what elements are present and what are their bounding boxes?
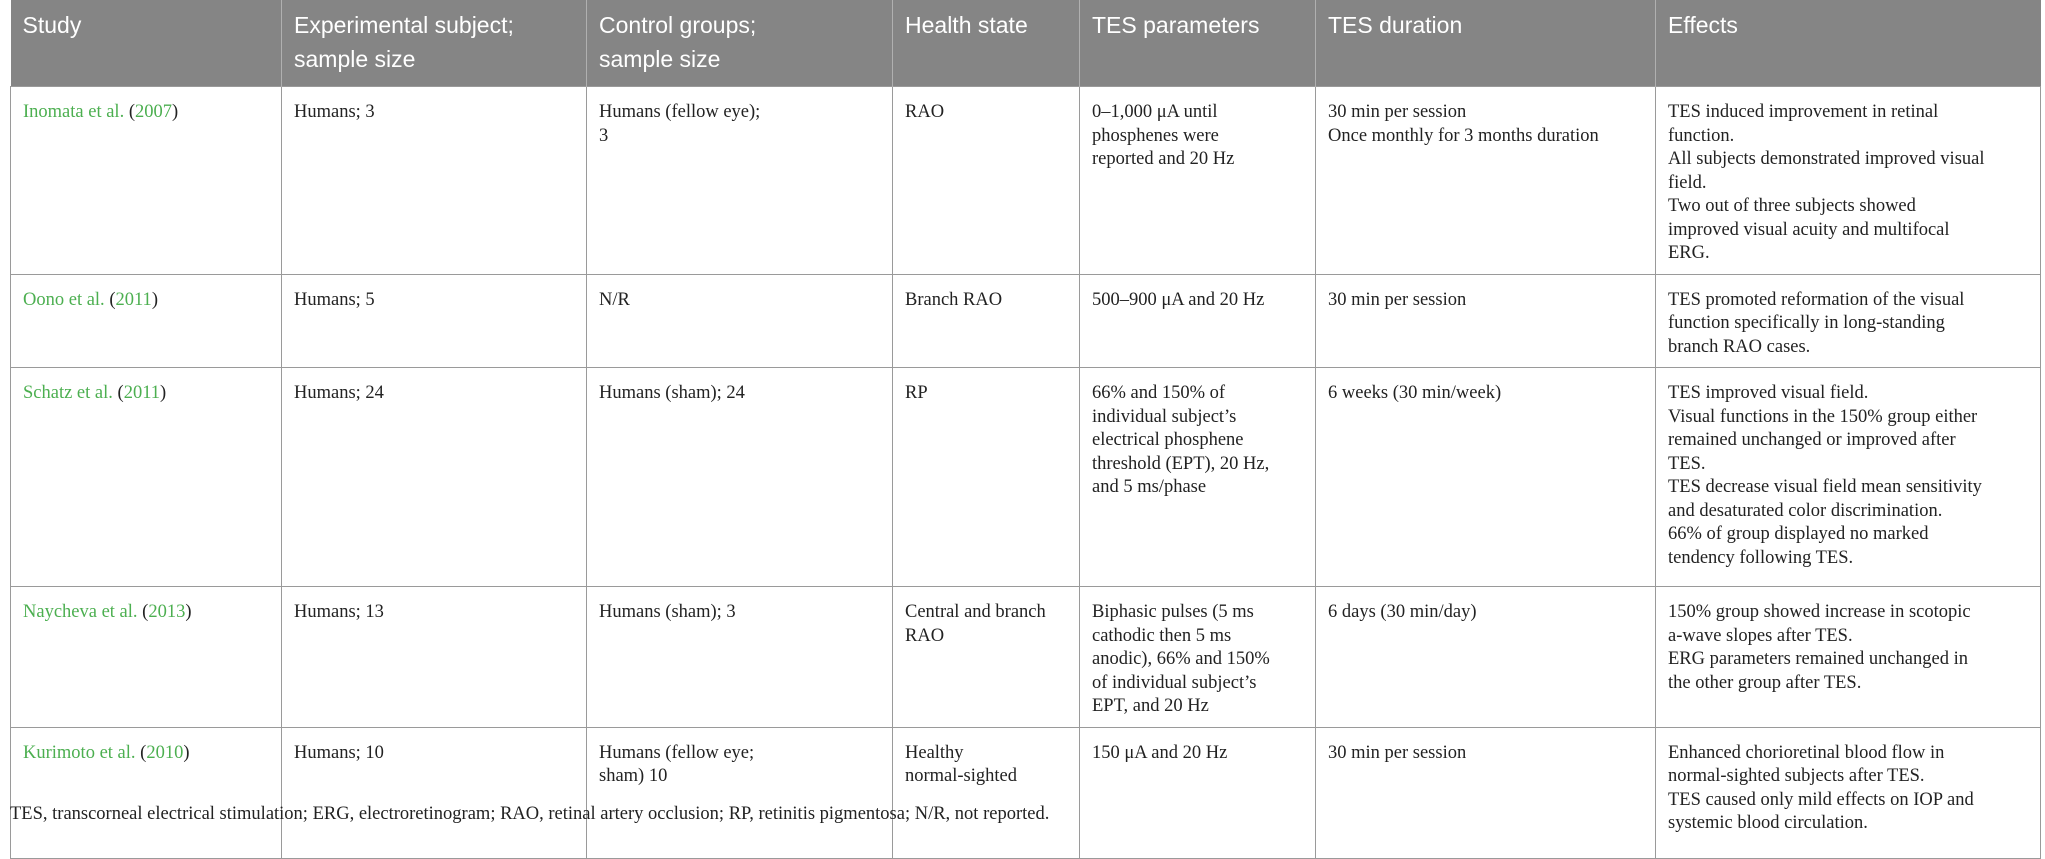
study-author-link[interactable]: Naycheva et al. [23,602,138,622]
study-year-link[interactable]: 2011 [115,289,152,310]
effects-cell: TES improved visual field. Visual functions in the 150% group either remained unchanged or improved after TES. TES decrease visual field mean sensitivity and desaturated color discrimination. 66% of group displayed no marked tendency following TES. [1656,368,2041,587]
params-cell: 500–900 μA and 20 Hz [1080,274,1316,368]
subject-cell: Humans; 3 [282,87,587,275]
study-cell: Kurimoto et al. (2010) [11,727,282,858]
table-row [11,274,2041,368]
subject-cell: Humans; 5 [282,274,587,368]
subject-cell: Humans; 13 [282,587,587,728]
control-cell: N/R [587,274,893,368]
effects-cell: TES promoted reformation of the visual function specifically in long-standing branch RAO cases. [1656,274,2041,368]
study-year-link[interactable]: 2007 [135,102,172,122]
effects-cell: TES induced improvement in retinal function. All subjects demonstrated improved visual field. Two out of three subjects showed improved visual acuity and multifocal ERG. [1656,87,2041,275]
params-cell: 150 μA and 20 Hz [1080,727,1316,858]
study-cell: Oono et al. (2011) [11,274,282,368]
study-cell: Inomata et al. (2007) [11,87,282,275]
health-cell: Branch RAO [893,274,1080,368]
control-cell: Humans (sham); 3 [587,587,893,728]
duration-cell: 30 min per session [1316,274,1656,368]
header-tes-duration: TES duration [1316,0,1656,87]
study-author-link[interactable]: Inomata et al. [23,102,125,122]
header-experimental-subject: Experimental subject; sample size [282,0,587,87]
params-cell: 0–1,000 μA until phosphenes were reported and 20 Hz [1080,87,1316,275]
health-cell: RAO [893,87,1080,275]
health-cell: Central and branch RAO [893,587,1080,728]
params-cell: Biphasic pulses (5 ms cathodic then 5 ms anodic), 66% and 150% of individual subject’s EPT, and 20 Hz [1080,587,1316,728]
duration-cell: 6 days (30 min/day) [1316,587,1656,728]
table-row [11,87,2041,275]
tes-study-table [10,0,2041,859]
header-control-groups: Control groups; sample size [587,0,893,87]
study-author-link[interactable]: Schatz et al. [23,383,113,403]
header-study: Study [11,0,282,87]
effects-cell: 150% group showed increase in scotopic a-wave slopes after TES. ERG parameters remained unchanged in the other group after TES. [1656,587,2041,728]
header-health-state: Health state [893,0,1080,87]
header-row [11,0,2041,87]
params-cell: 66% and 150% of individual subject’s electrical phosphene threshold (EPT), 20 Hz, and 5 ms/phase [1080,368,1316,587]
effects-cell: Enhanced chorioretinal blood flow in normal-sighted subjects after TES. TES caused only mild effects on IOP and systemic blood circulation. [1656,727,2041,858]
study-year-link[interactable]: 2011 [123,383,161,403]
subject-cell: Humans; 24 [282,368,587,587]
header-tes-parameters: TES parameters [1080,0,1316,87]
health-cell: Healthy normal-sighted [893,727,1080,858]
table-row [11,368,2041,587]
header-effects: Effects [1656,0,2041,87]
duration-cell: 6 weeks (30 min/week) [1316,368,1656,587]
study-author-link[interactable]: Oono et al. [23,289,105,310]
duration-cell: 30 min per session Once monthly for 3 months duration [1316,87,1656,275]
table-footnote: TES, transcorneal electrical stimulation; ERG, electroretinogram; RAO, retinal artery occlusion; RP, retinitis pigmentosa; N/R, not reported. [10,804,1050,824]
control-cell: Humans (fellow eye); 3 [587,87,893,275]
study-cell: Schatz et al. (2011) [11,368,282,587]
tes-study-table-container [10,0,2040,859]
table-row [11,727,2041,858]
control-cell: Humans (fellow eye; sham) 10 [587,727,893,858]
study-author-link[interactable]: Kurimoto et al. [23,742,136,763]
control-cell: Humans (sham); 24 [587,368,893,587]
duration-cell: 30 min per session [1316,727,1656,858]
study-cell: Naycheva et al. (2013) [11,587,282,728]
subject-cell: Humans; 10 [282,727,587,858]
table-row [11,587,2041,728]
study-year-link[interactable]: 2013 [148,602,186,622]
study-year-link[interactable]: 2010 [146,742,184,763]
health-cell: RP [893,368,1080,587]
